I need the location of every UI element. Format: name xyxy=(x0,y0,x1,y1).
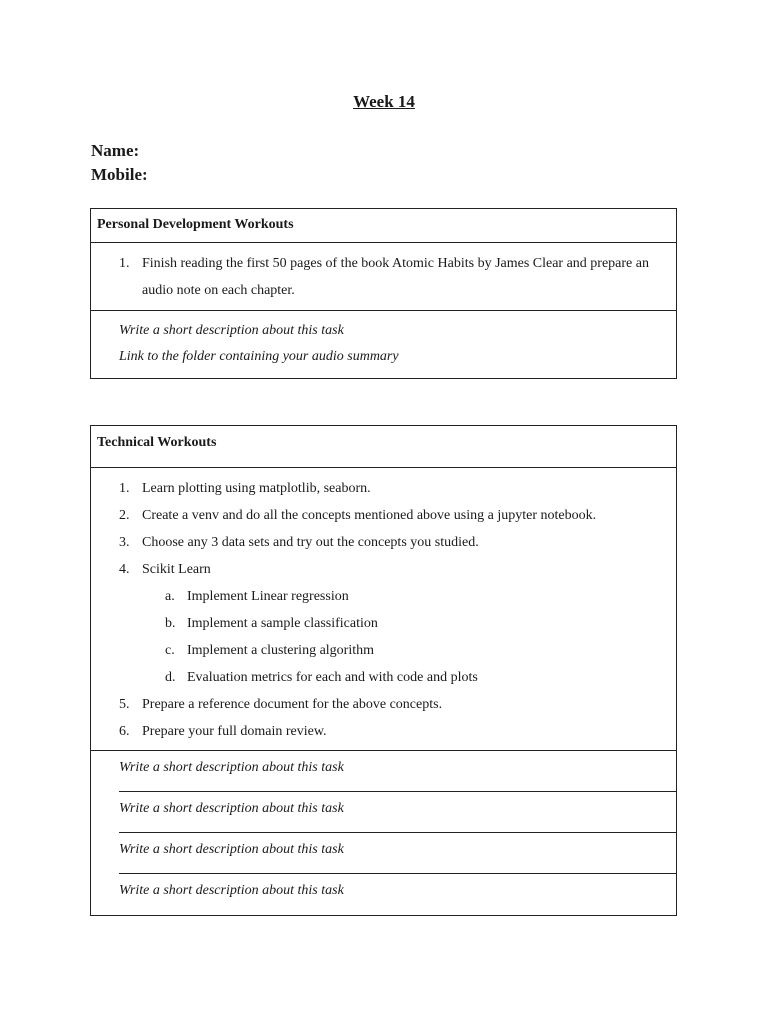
task-number: 2. xyxy=(119,508,130,523)
task-text: Learn plotting using matplotlib, seaborn. xyxy=(142,481,371,496)
subtask-item xyxy=(91,610,670,637)
subtask-text: Implement a clustering algorithm xyxy=(187,643,375,658)
subtask-letter: b. xyxy=(165,616,176,631)
personal-development-table xyxy=(90,208,677,379)
task-text: Create a venv and do all the concepts mentioned above using a jupyter notebook. xyxy=(142,508,597,523)
list-item xyxy=(91,502,676,529)
technical-description-cells xyxy=(91,751,676,915)
subtask-letter: c. xyxy=(165,643,175,658)
task-description-cell[interactable]: Write a short description about this task xyxy=(119,751,676,792)
task-description-cell[interactable]: Write a short description about this task xyxy=(119,883,344,898)
task-number: 1. xyxy=(119,256,130,271)
list-item xyxy=(91,529,676,556)
technical-workouts-header: Technical Workouts xyxy=(91,426,676,468)
technical-workouts-table xyxy=(90,425,677,916)
name-field-label: Name: xyxy=(91,141,140,160)
task-number: 5. xyxy=(119,697,130,712)
subtask-text: Implement Linear regression xyxy=(187,589,349,604)
mobile-field-label: Mobile: xyxy=(91,165,148,184)
personal-task-list xyxy=(91,243,676,311)
task-number: 1. xyxy=(119,481,130,496)
task-text: Finish reading the first 50 pages of the book Atomic Habits by James Clear and prepare an audio note on each chapter. xyxy=(142,256,649,298)
list-item xyxy=(91,250,676,304)
subtask-list xyxy=(142,583,670,691)
list-item xyxy=(91,556,676,691)
page-title: Week 14 xyxy=(353,92,415,111)
list-item xyxy=(91,475,676,502)
subtask-item xyxy=(91,583,670,610)
audio-folder-link-prompt: Link to the folder containing your audio summary xyxy=(119,349,399,364)
subtask-item xyxy=(91,637,670,664)
task-number: 3. xyxy=(119,535,130,550)
task-description-prompt: Write a short description about this task xyxy=(119,323,344,338)
subtask-text: Implement a sample classification xyxy=(187,616,378,631)
task-number: 4. xyxy=(119,562,130,577)
personal-development-header: Personal Development Workouts xyxy=(91,209,676,243)
technical-task-list xyxy=(91,468,676,751)
task-text: Choose any 3 data sets and try out the concepts you studied. xyxy=(142,535,479,550)
task-number: 6. xyxy=(119,724,130,739)
list-item xyxy=(91,718,676,745)
task-text: Prepare your full domain review. xyxy=(142,724,327,739)
subtask-item xyxy=(91,664,670,691)
subtask-letter: a. xyxy=(165,589,175,604)
task-description-cell[interactable]: Write a short description about this task xyxy=(119,792,676,833)
subtask-letter: d. xyxy=(165,670,176,685)
task-description-cell[interactable]: Write a short description about this task xyxy=(119,833,676,874)
personal-description-cell[interactable] xyxy=(91,311,676,378)
list-item xyxy=(91,691,676,718)
task-text: Scikit Learn xyxy=(142,562,211,577)
subtask-text: Evaluation metrics for each and with code and plots xyxy=(187,670,478,685)
task-text: Prepare a reference document for the above concepts. xyxy=(142,697,443,712)
